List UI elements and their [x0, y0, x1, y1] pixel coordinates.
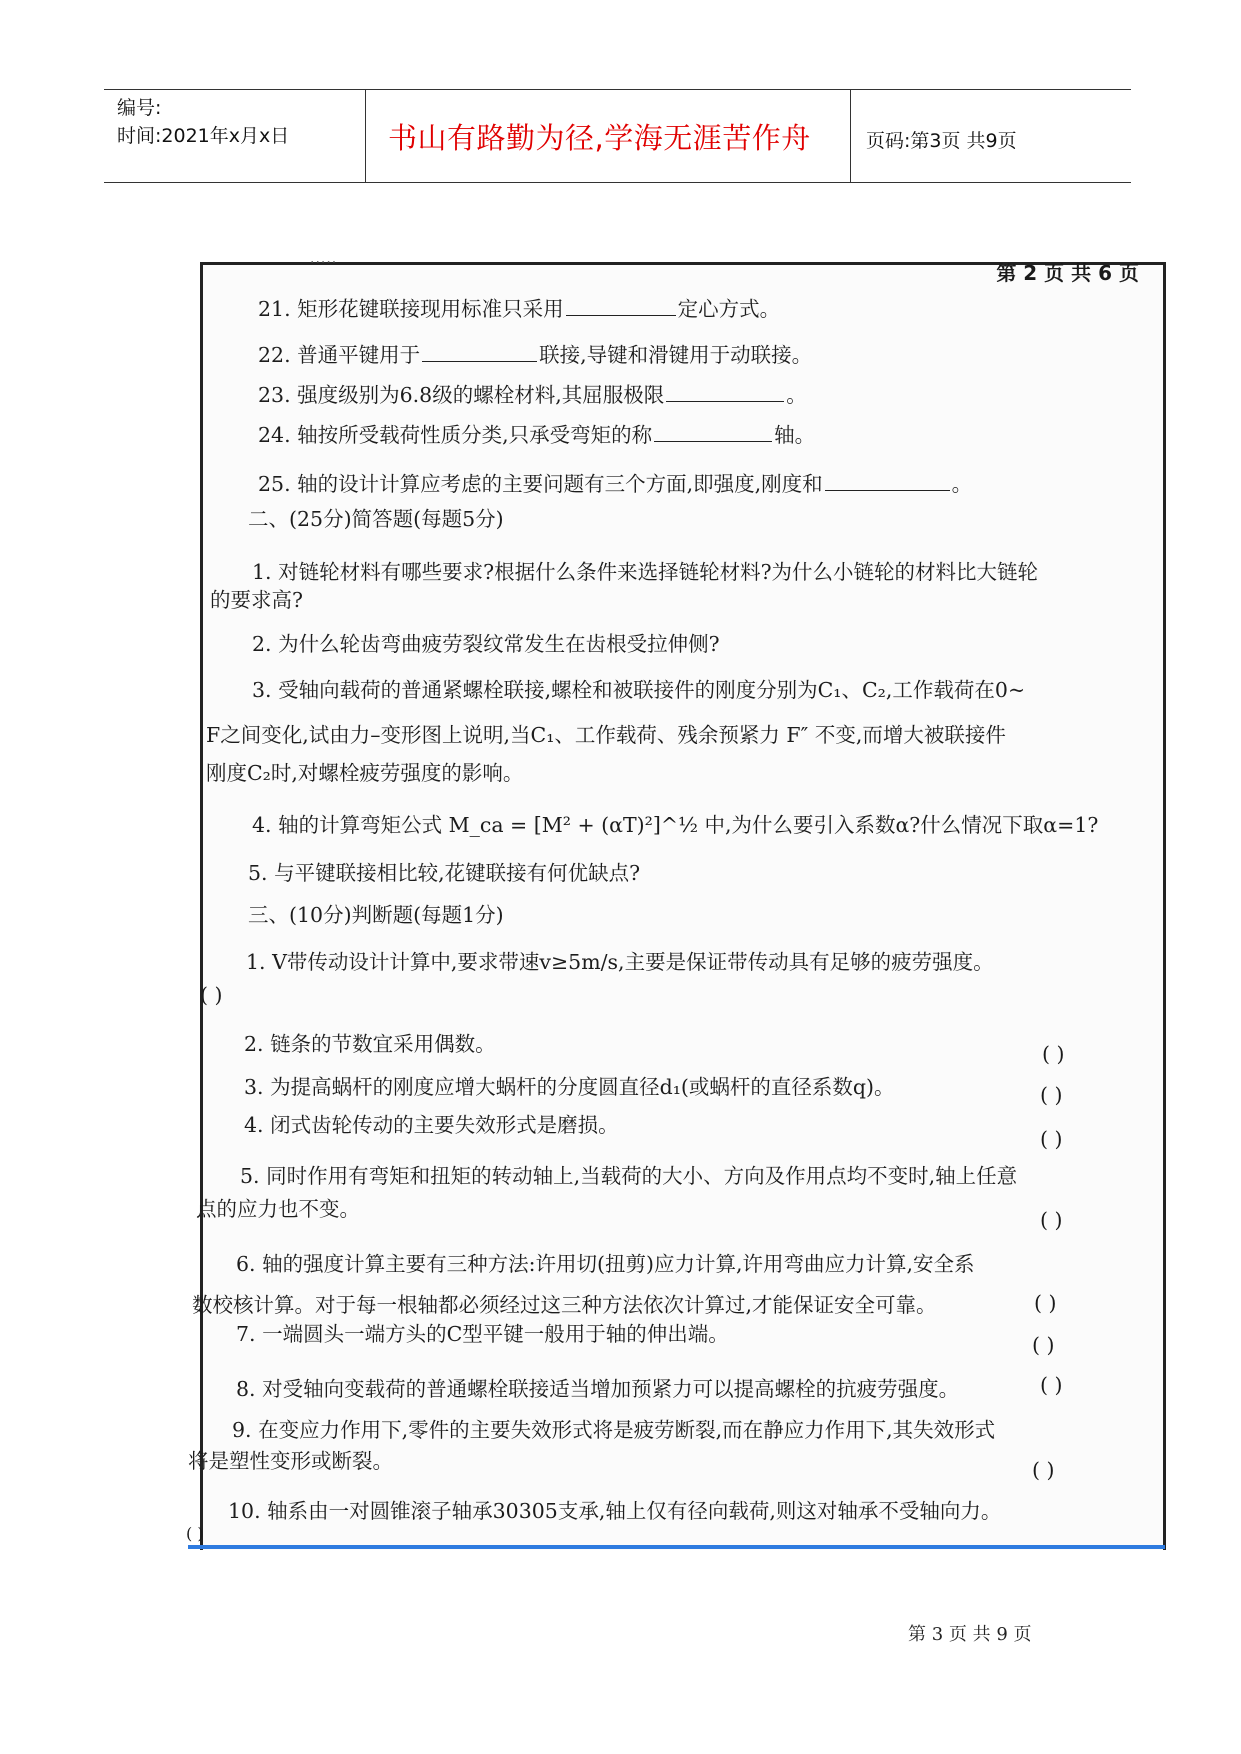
short-answer-q3-line3: 刚度C₂时,对螺栓疲劳强度的影响。	[206, 761, 524, 785]
header-divider-right	[850, 89, 851, 182]
header-bottom-rule	[104, 182, 1131, 183]
true-false-q4-paren: ( )	[1040, 1127, 1063, 1151]
header-divider-left	[365, 89, 366, 182]
true-false-q2: 2. 链条的节数宜采用偶数。	[244, 1032, 496, 1056]
header-time-label: 时间:2021年x月x日	[117, 125, 290, 147]
short-answer-q4: 4. 轴的计算弯矩公式 M_ca = [M² + (αT)²]^½ 中,为什么要引入系数α?什么情况下取α=1?	[252, 813, 1099, 837]
true-false-q5-line2: 点的应力也不变。	[196, 1197, 360, 1221]
short-answer-q1-line2: 的要求高?	[210, 588, 303, 612]
true-false-q2-paren: ( )	[1042, 1042, 1065, 1066]
fill-in-q22: 22. 普通平键用于 联接,导键和滑键用于动联接。	[258, 343, 813, 367]
sheet-bottom-rule	[188, 1545, 1165, 1549]
true-false-q8: 8. 对受轴向变载荷的普通螺栓联接适当增加预紧力可以提高螺栓的抗疲劳强度。	[236, 1377, 960, 1401]
true-false-q9-paren: ( )	[1032, 1458, 1055, 1482]
short-answer-q1-line1: 1. 对链轮材料有哪些要求?根据什么条件来选择链轮材料?为什么小链轮的材料比大链轮	[252, 560, 1039, 584]
sheet-page-indicator: 第 2 页 共 6 页	[996, 261, 1139, 285]
header-page-code: 页码:第3页 共9页	[866, 130, 1017, 152]
header-number-label: 编号:	[117, 97, 162, 119]
true-false-q1-line1: 1. V带传动设计计算中,要求带速v≥5m/s,主要是保证带传动具有足够的疲劳强度。	[246, 950, 994, 974]
fill-in-q21: 21. 矩形花键联接现用标准只采用 定心方式。	[258, 297, 781, 321]
header-motto: 书山有路勤为径,学海无涯苦作舟	[388, 121, 811, 155]
true-false-q5-paren: ( )	[1040, 1208, 1063, 1232]
true-false-q10: 10. 轴系由一对圆锥滚子轴承30305支承,轴上仅有径向载荷,则这对轴承不受轴向力。	[228, 1499, 1002, 1523]
header-top-rule	[104, 89, 1131, 90]
short-answer-q2: 2. 为什么轮齿弯曲疲劳裂纹常发生在齿根受拉伸侧?	[252, 632, 720, 656]
short-answer-q3-line2: F之间变化,试由力–变形图上说明,当C₁、工作载荷、残余预紧力 F″ 不变,而增大被联接件	[206, 723, 1006, 747]
short-answer-q3-line1: 3. 受轴向载荷的普通紧螺栓联接,螺栓和被联接件的刚度分别为C₁、C₂,工作载荷在0~	[252, 678, 1026, 702]
true-false-q7-paren: ( )	[1032, 1333, 1055, 1357]
true-false-q1-paren: ( )	[200, 983, 223, 1007]
true-false-q6-paren: ( )	[1034, 1291, 1057, 1315]
short-answer-q5: 5. 与平键联接相比较,花键联接有何优缺点?	[248, 861, 641, 885]
fill-in-q23: 23. 强度级别为6.8级的螺栓材料,其屈服极限 。	[258, 383, 807, 407]
page-footer: 第 3 页 共 9 页	[908, 1624, 1032, 1645]
sheet-header-smudge: ·····	[310, 255, 338, 271]
true-false-q3: 3. 为提高蜗杆的刚度应增大蜗杆的分度圆直径d₁(或蜗杆的直径系数q)。	[244, 1075, 895, 1099]
true-false-q3-paren: ( )	[1040, 1083, 1063, 1107]
true-false-q5-line1: 5. 同时作用有弯矩和扭矩的转动轴上,当载荷的大小、方向及作用点均不变时,轴上任意	[240, 1164, 1018, 1188]
true-false-q7: 7. 一端圆头一端方头的C型平键一般用于轴的伸出端。	[236, 1322, 729, 1346]
section-3-title: 三、(10分)判断题(每题1分)	[248, 903, 504, 927]
fill-in-q25: 25. 轴的设计计算应考虑的主要问题有三个方面,即强度,刚度和 。	[258, 472, 973, 496]
true-false-q8-paren: ( )	[1040, 1373, 1063, 1397]
true-false-q6-line2: 数校核计算。对于每一根轴都必须经过这三种方法依次计算过,才能保证安全可靠。	[192, 1293, 937, 1317]
true-false-q6-line1: 6. 轴的强度计算主要有三种方法:许用切(扭剪)应力计算,许用弯曲应力计算,安全系	[236, 1252, 975, 1276]
fill-in-q24: 24. 轴按所受载荷性质分类,只承受弯矩的称 轴。	[258, 423, 816, 447]
true-false-q9-line1: 9. 在变应力作用下,零件的主要失效形式将是疲劳断裂,而在静应力作用下,其失效形式	[232, 1418, 996, 1442]
section-2-title: 二、(25分)简答题(每题5分)	[248, 507, 504, 531]
true-false-q4: 4. 闭式齿轮传动的主要失效形式是磨损。	[244, 1113, 619, 1137]
true-false-q10-paren: ( )	[186, 1524, 204, 1542]
true-false-q9-line2: 将是塑性变形或断裂。	[188, 1449, 393, 1473]
